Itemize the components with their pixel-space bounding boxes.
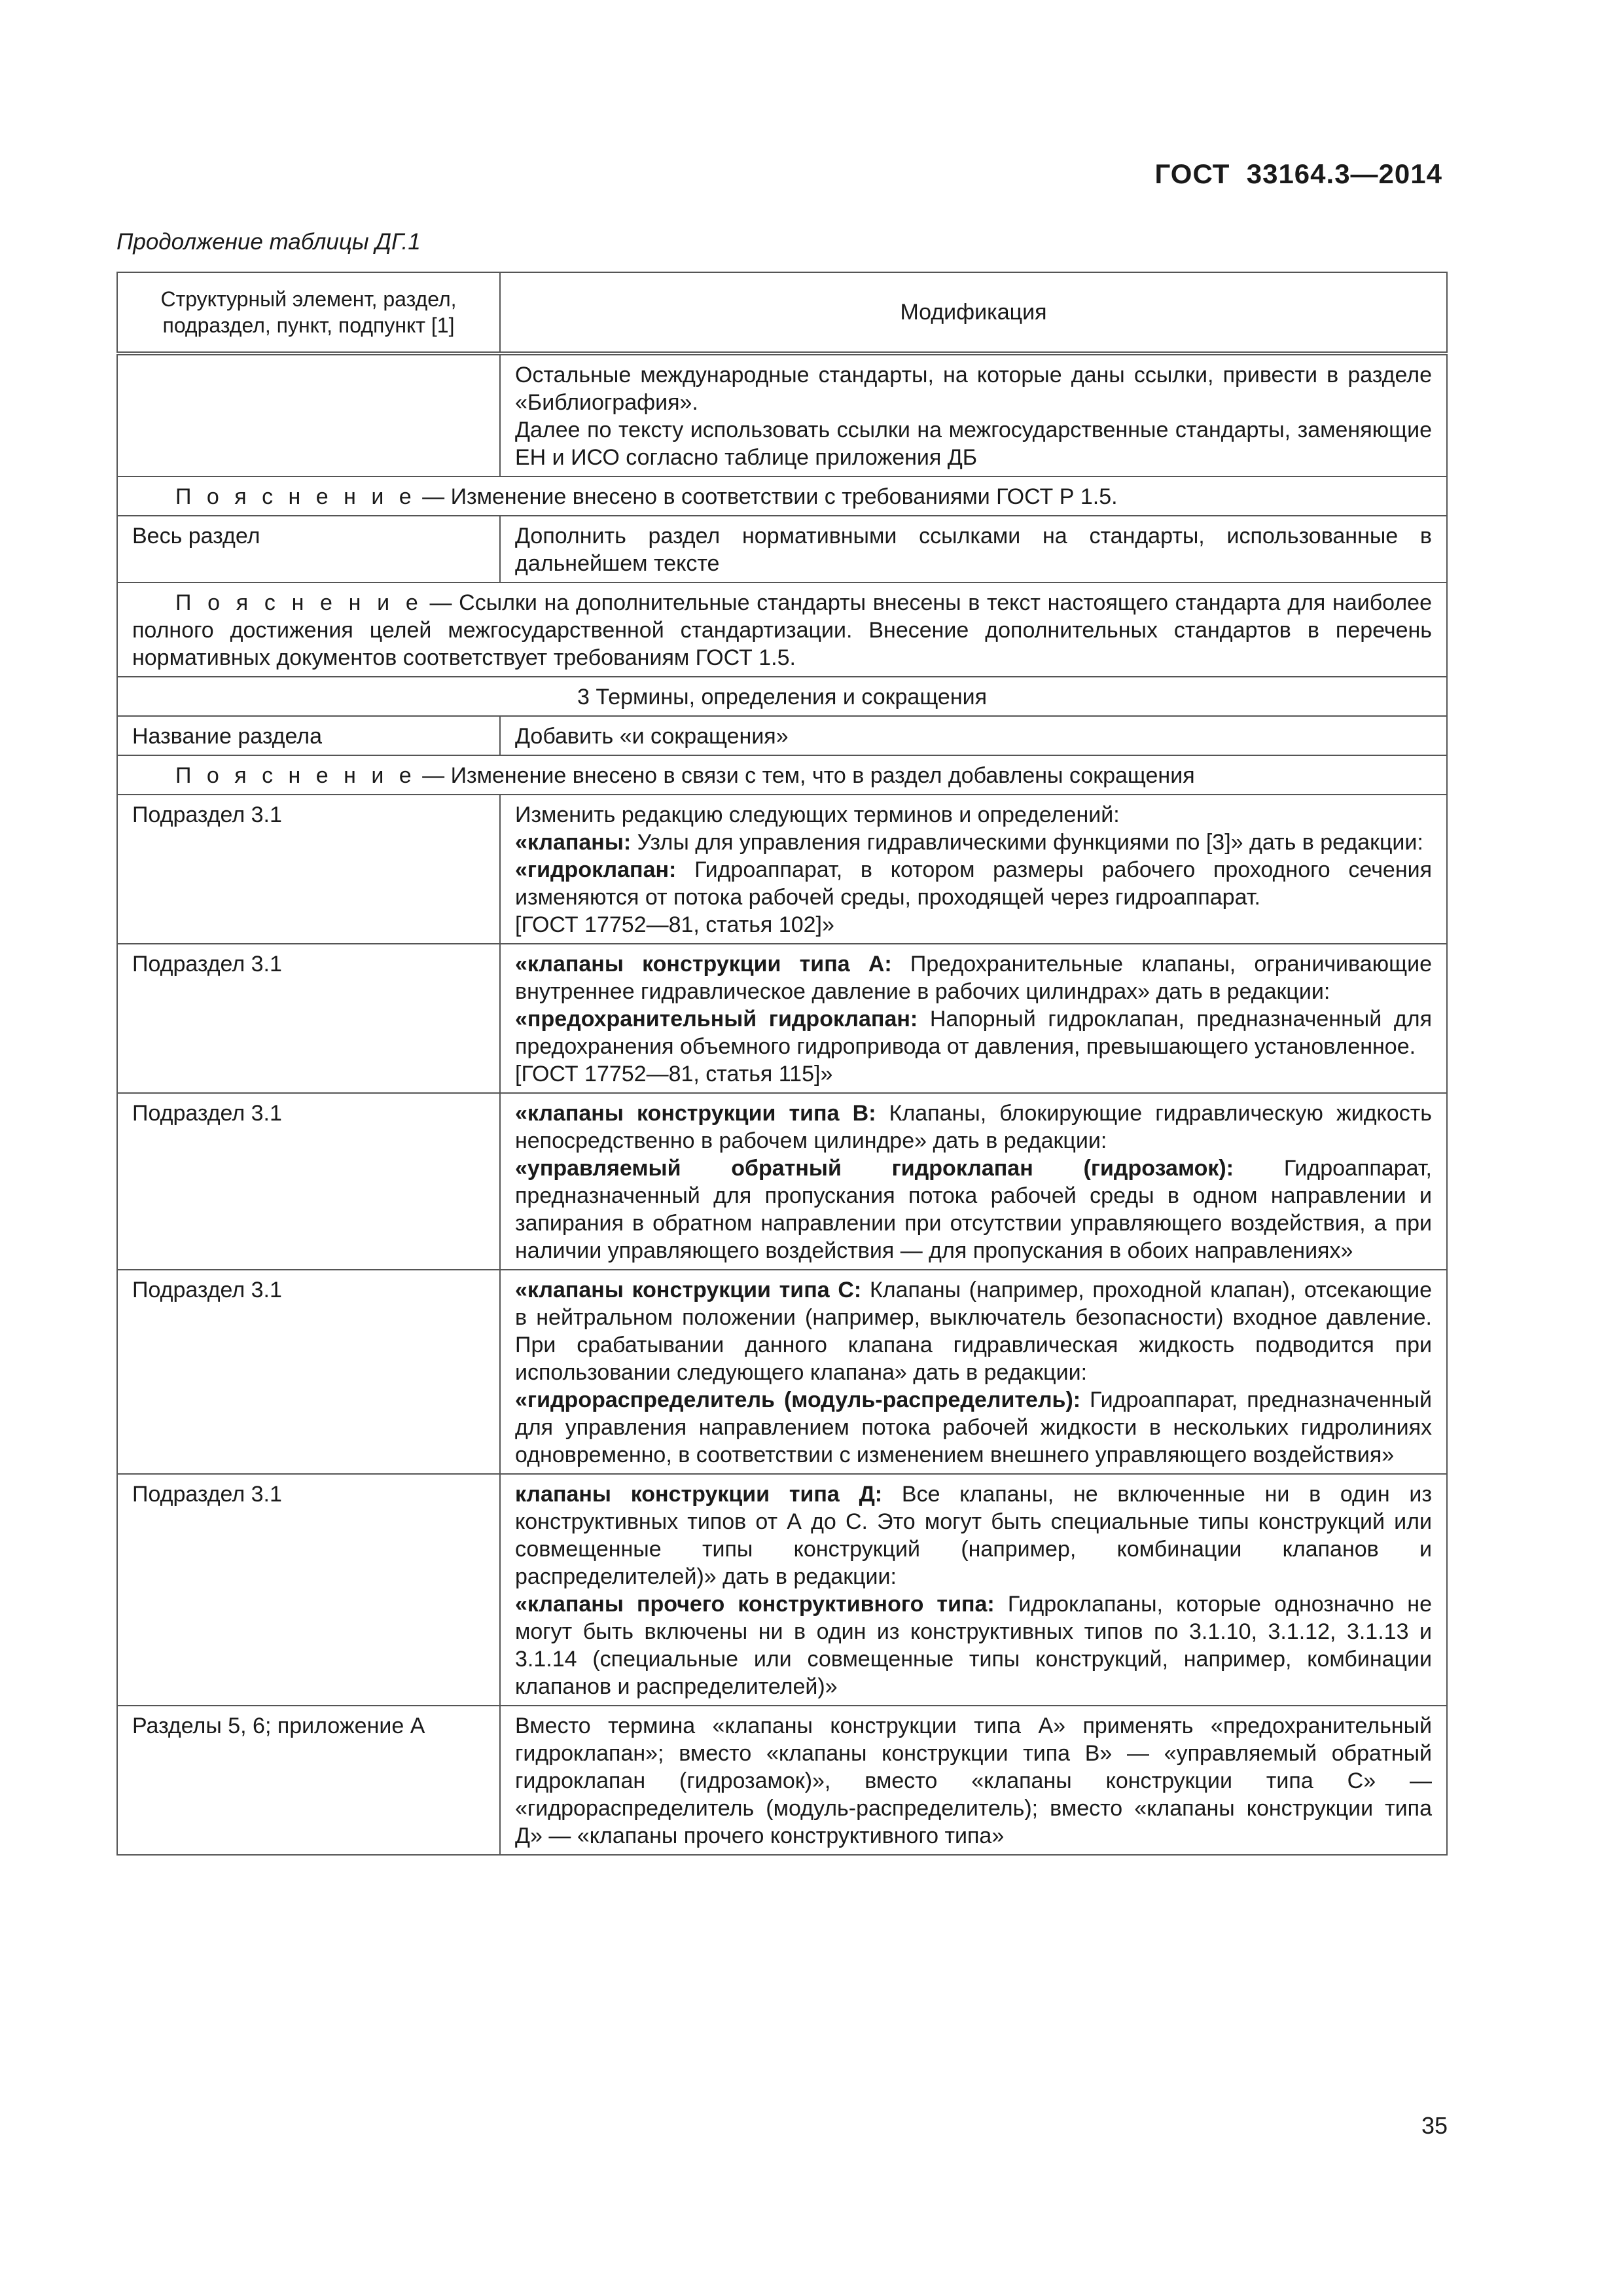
table-row	[117, 944, 1447, 1093]
row-modification-cell	[500, 944, 1447, 1093]
modification-text: Остальные международные стандарты, на которые даны ссылки, привести в разделе «Библиография».	[515, 363, 1432, 415]
row-element-cell: Подраздел 3.1	[117, 795, 500, 944]
term-reference: [ГОСТ 17752—81, статья 102]»	[515, 912, 834, 937]
table-header-row	[117, 272, 1447, 353]
row-element-cell: Название раздела	[117, 716, 500, 755]
modification-table	[116, 272, 1448, 1856]
term-definition: Гидроаппарат, предназначенный для пропускания потока рабочей среды в одном направлении и запирания в обратном направлении при отсутствии управляющего воздействия, а при наличии управляющего воздействия — для пропускания в обоих направлениях»	[515, 1156, 1433, 1263]
modification-text: Далее по тексту использовать ссылки на межгосударственные стандарты, заменяющие ЕН и ИСО согласно таблице приложения ДБ	[515, 418, 1432, 470]
term-paragraph	[515, 1005, 1432, 1060]
note-label: П о я с н е н и е	[175, 590, 423, 615]
section-title: 3 Термины, определения и сокращения	[117, 677, 1447, 716]
table-row	[117, 716, 1447, 755]
term-definition: Клапаны (например, проходной клапан), отсекающие в нейтральном положении (например, выключатель безопасности) входное давление. При срабатывании данного клапана гидравлическая жидкость подводится при использовании следующего клапана» дать в редакции:	[515, 1278, 1433, 1385]
term-name: «клапаны прочего конструктивного типа:	[515, 1592, 995, 1617]
column-header-modification: Модификация	[500, 272, 1447, 353]
term-paragraph	[515, 1276, 1432, 1386]
term-name: «гидрораспределитель (модуль-распределитель):	[515, 1388, 1081, 1412]
term-definition: Гидроаппарат, в котором размеры рабочего проходного сечения изменяются от потока рабочей среды, проходящей через гидроаппарат.	[515, 857, 1432, 910]
page-number: 35	[1421, 2112, 1448, 2139]
row-element-cell: Подраздел 3.1	[117, 944, 500, 1093]
table-row	[117, 795, 1447, 944]
note-text: — Ссылки на дополнительные стандарты внесены в текст настоящего стандарта для наиболее полного достижения целей межгосударственной стандартизации. Внесение дополнительных стандартов в перечень нормативных документов соответствует требованиям ГОСТ 1.5.	[132, 590, 1432, 670]
row-modification-cell	[500, 1474, 1447, 1706]
term-name: «клапаны конструкции типа С:	[515, 1278, 862, 1302]
note-row	[117, 583, 1447, 677]
row-modification-cell	[500, 1270, 1447, 1474]
note-text: — Изменение внесено в соответствии с требованиями ГОСТ Р 1.5.	[416, 484, 1118, 509]
term-paragraph	[515, 1480, 1432, 1590]
modification-intro: Изменить редакцию следующих терминов и определений:	[515, 802, 1120, 827]
table-row	[117, 1706, 1447, 1855]
note-label: П о я с н е н и е	[175, 763, 416, 788]
term-definition: Гидроаппарат, предназначенный для управления направлением потока рабочей жидкости в нескольких гидролиниях одновременно, в соответствии с изменением внешнего управляющего воздействия»	[515, 1388, 1433, 1467]
term-definition: Узлы для управления гидравлическими функциями по [3]» дать в редакции:	[631, 830, 1423, 855]
row-element-cell: Весь раздел	[117, 516, 500, 583]
term-paragraph	[515, 856, 1432, 911]
term-definition: Предохранительные клапаны, ограничивающие внутреннее гидравлическое давление в рабочих цилиндрах» дать в редакции:	[515, 952, 1432, 1004]
term-paragraph	[515, 1590, 1432, 1700]
table-row	[117, 1270, 1447, 1474]
note-cell	[117, 583, 1447, 677]
table-continuation-title: Продолжение таблицы ДГ.1	[116, 229, 421, 255]
term-definition: Клапаны, блокирующие гидравлическую жидкость непосредственно в рабочем цилиндре» дать в редакции:	[515, 1101, 1432, 1153]
term-reference: [ГОСТ 17752—81, статья 115]»	[515, 1062, 833, 1086]
row-element-cell: Подраздел 3.1	[117, 1093, 500, 1270]
term-paragraph	[515, 950, 1432, 1005]
term-name: «гидроклапан:	[515, 857, 677, 882]
table-row	[117, 1093, 1447, 1270]
term-name: клапаны конструкции типа Д:	[515, 1482, 883, 1507]
row-modification-cell	[500, 795, 1447, 944]
term-name: «клапаны конструкции типа В:	[515, 1101, 876, 1126]
term-name: «клапаны конструкции типа А:	[515, 952, 892, 977]
note-label: П о я с н е н и е	[175, 484, 416, 509]
section-title-row	[117, 677, 1447, 716]
row-modification-cell: Дополнить раздел нормативными ссылками на стандарты, использованные в дальнейшем тексте	[500, 516, 1447, 583]
note-row	[117, 755, 1447, 795]
term-name: «управляемый обратный гидроклапан (гидрозамок):	[515, 1156, 1234, 1181]
term-paragraph	[515, 1386, 1432, 1469]
term-definition: Напорный гидроклапан, предназначенный для предохранения объемного гидропривода от давления, превышающего установленное.	[515, 1007, 1432, 1059]
document-standard-number: ГОСТ 33164.3—2014	[1154, 158, 1442, 189]
note-row	[117, 476, 1447, 516]
row-modification-cell: Вместо термина «клапаны конструкции типа А» применять «предохранительный гидроклапан»; вместо «клапаны конструкции типа В» — «управляемый обратный гидроклапан (гидрозамок)», вместо «клапаны конструкции типа С» — «гидрораспределитель (модуль-распределитель); вместо «клапаны конструкции типа Д» — «клапаны прочего конструктивного типа»	[500, 1706, 1447, 1855]
row-element-cell: Подраздел 3.1	[117, 1474, 500, 1706]
term-paragraph	[515, 1155, 1432, 1265]
term-name: «предохранительный гидроклапан:	[515, 1007, 918, 1031]
row-element-cell	[117, 353, 500, 476]
note-cell	[117, 476, 1447, 516]
note-text: — Изменение внесено в связи с тем, что в раздел добавлены сокращения	[416, 763, 1195, 788]
table-row	[117, 1474, 1447, 1706]
table-row	[117, 516, 1447, 583]
term-paragraph	[515, 1100, 1432, 1155]
note-cell	[117, 755, 1447, 795]
term-definition: Все клапаны, не включенные ни в один из конструктивных типов от А до С. Это могут быть специальные типы конструкций или совмещенные типы конструкций (например, комбинации клапанов и распределителей)» дать в редакции:	[515, 1482, 1432, 1589]
row-modification-cell	[500, 353, 1447, 476]
row-modification-cell: Добавить «и сокращения»	[500, 716, 1447, 755]
term-paragraph	[515, 829, 1432, 856]
row-element-cell: Разделы 5, 6; приложение А	[117, 1706, 500, 1855]
term-definition: Гидроклапаны, которые однозначно не могут быть включены ни в один из конструктивных типов по 3.1.10, 3.1.12, 3.1.13 и 3.1.14 (специальные или совмещенные типы конструкций, например, комбинации клапанов и распределителей)»	[515, 1592, 1432, 1699]
term-name: «клапаны:	[515, 830, 632, 855]
column-header-element: Структурный элемент, раздел, подраздел, пункт, подпункт [1]	[117, 272, 500, 353]
row-modification-cell	[500, 1093, 1447, 1270]
table-row	[117, 353, 1447, 476]
row-element-cell: Подраздел 3.1	[117, 1270, 500, 1474]
